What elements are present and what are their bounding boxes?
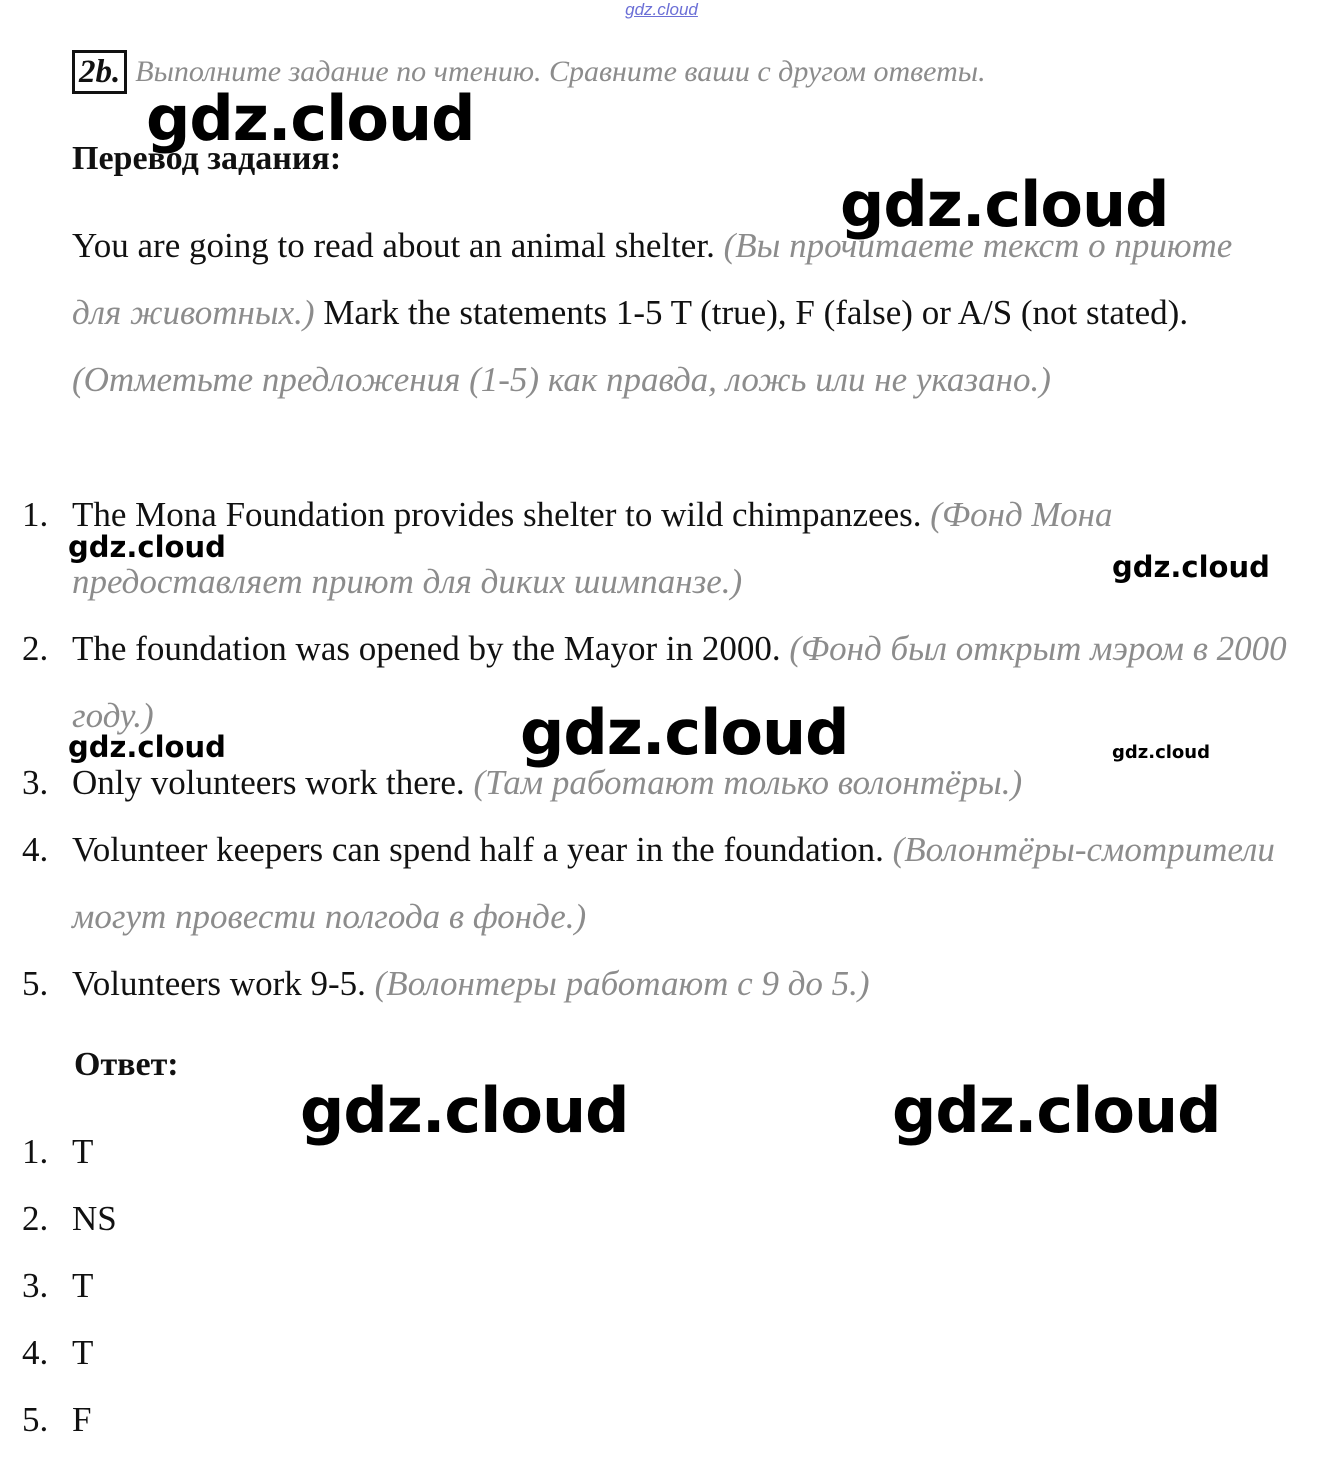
statement-number: 1. — [22, 495, 49, 534]
intro-paragraph — [72, 212, 1282, 413]
statement-body — [72, 950, 1317, 1017]
statement-number: 5. — [22, 964, 49, 1003]
watermark: gdz.cloud — [68, 530, 226, 564]
watermark: gdz.cloud — [840, 168, 1169, 241]
answer-2 — [22, 1185, 117, 1252]
statement-5 — [22, 950, 1317, 1017]
watermark: gdz.cloud — [68, 730, 226, 764]
statement-en: The Mona Foundation provides shelter to wild chimpanzees. — [72, 495, 922, 534]
intro-ru-1: (Вы прочитаете текст о приюте для животных.) — [72, 226, 1233, 332]
watermark: gdz.cloud — [520, 696, 849, 769]
statement-en: The foundation was opened by the Mayor in 2000. — [72, 629, 781, 668]
answer-number: 3. — [22, 1266, 49, 1305]
answer-value: F — [72, 1400, 92, 1439]
answer-value: NS — [72, 1199, 117, 1238]
statement-en: Volunteers work 9-5. — [72, 964, 366, 1003]
watermark: gdz.cloud — [146, 82, 475, 155]
answer-value: T — [72, 1333, 94, 1372]
watermark: gdz.cloud — [1112, 742, 1210, 763]
answer-number: 5. — [22, 1400, 49, 1439]
statement-en: Only volunteers work there. — [72, 763, 465, 802]
statement-body — [72, 816, 1317, 950]
task-instruction: Выполните задание по чтению. Сравните ваши с другом ответы. — [135, 55, 986, 88]
answer-value: T — [72, 1132, 94, 1171]
intro-ru-2: (Отметьте предложения (1-5) как правда, ложь или не указано.) — [72, 360, 1051, 399]
statement-en: Volunteer keepers can spend half a year in the foundation. — [72, 830, 884, 869]
answer-heading: Ответ: — [74, 1046, 179, 1083]
top-watermark-link[interactable]: gdz.cloud — [625, 0, 698, 19]
answer-3 — [22, 1252, 93, 1319]
statement-number: 4. — [22, 830, 49, 869]
answer-value: T — [72, 1266, 94, 1305]
statement-ru: (Фонд Мона предоставляет приют для диких шимпанзе.) — [72, 495, 1113, 601]
intro-en-1: You are going to read about an animal shelter. — [72, 226, 715, 265]
watermark: gdz.cloud — [300, 1074, 629, 1147]
watermark: gdz.cloud — [1112, 550, 1270, 584]
answer-4 — [22, 1319, 93, 1386]
answer-number: 1. — [22, 1132, 49, 1171]
answer-5 — [22, 1386, 91, 1453]
statement-ru: (Фонд был открыт мэром в 2000 году.) — [72, 629, 1287, 735]
statement-4 — [22, 816, 1317, 950]
watermark: gdz.cloud — [892, 1074, 1221, 1147]
statement-number: 2. — [22, 629, 49, 668]
statement-ru: (Волонтёры-смотрители могут провести полгода в фонде.) — [72, 830, 1275, 936]
answer-number: 4. — [22, 1333, 49, 1372]
intro-en-2: Mark the statements 1-5 T (true), F (false) or A/S (not stated). — [323, 293, 1189, 332]
translation-heading: Перевод задания: — [72, 140, 342, 177]
statement-ru: (Там работают только волонтёры.) — [473, 763, 1023, 802]
answer-1 — [22, 1118, 93, 1185]
statement-ru: (Волонтеры работают с 9 до 5.) — [374, 964, 870, 1003]
answer-number: 2. — [22, 1199, 49, 1238]
task-number-box: 2b. — [72, 50, 127, 94]
statement-body — [72, 481, 1317, 615]
statement-number: 3. — [22, 763, 49, 802]
